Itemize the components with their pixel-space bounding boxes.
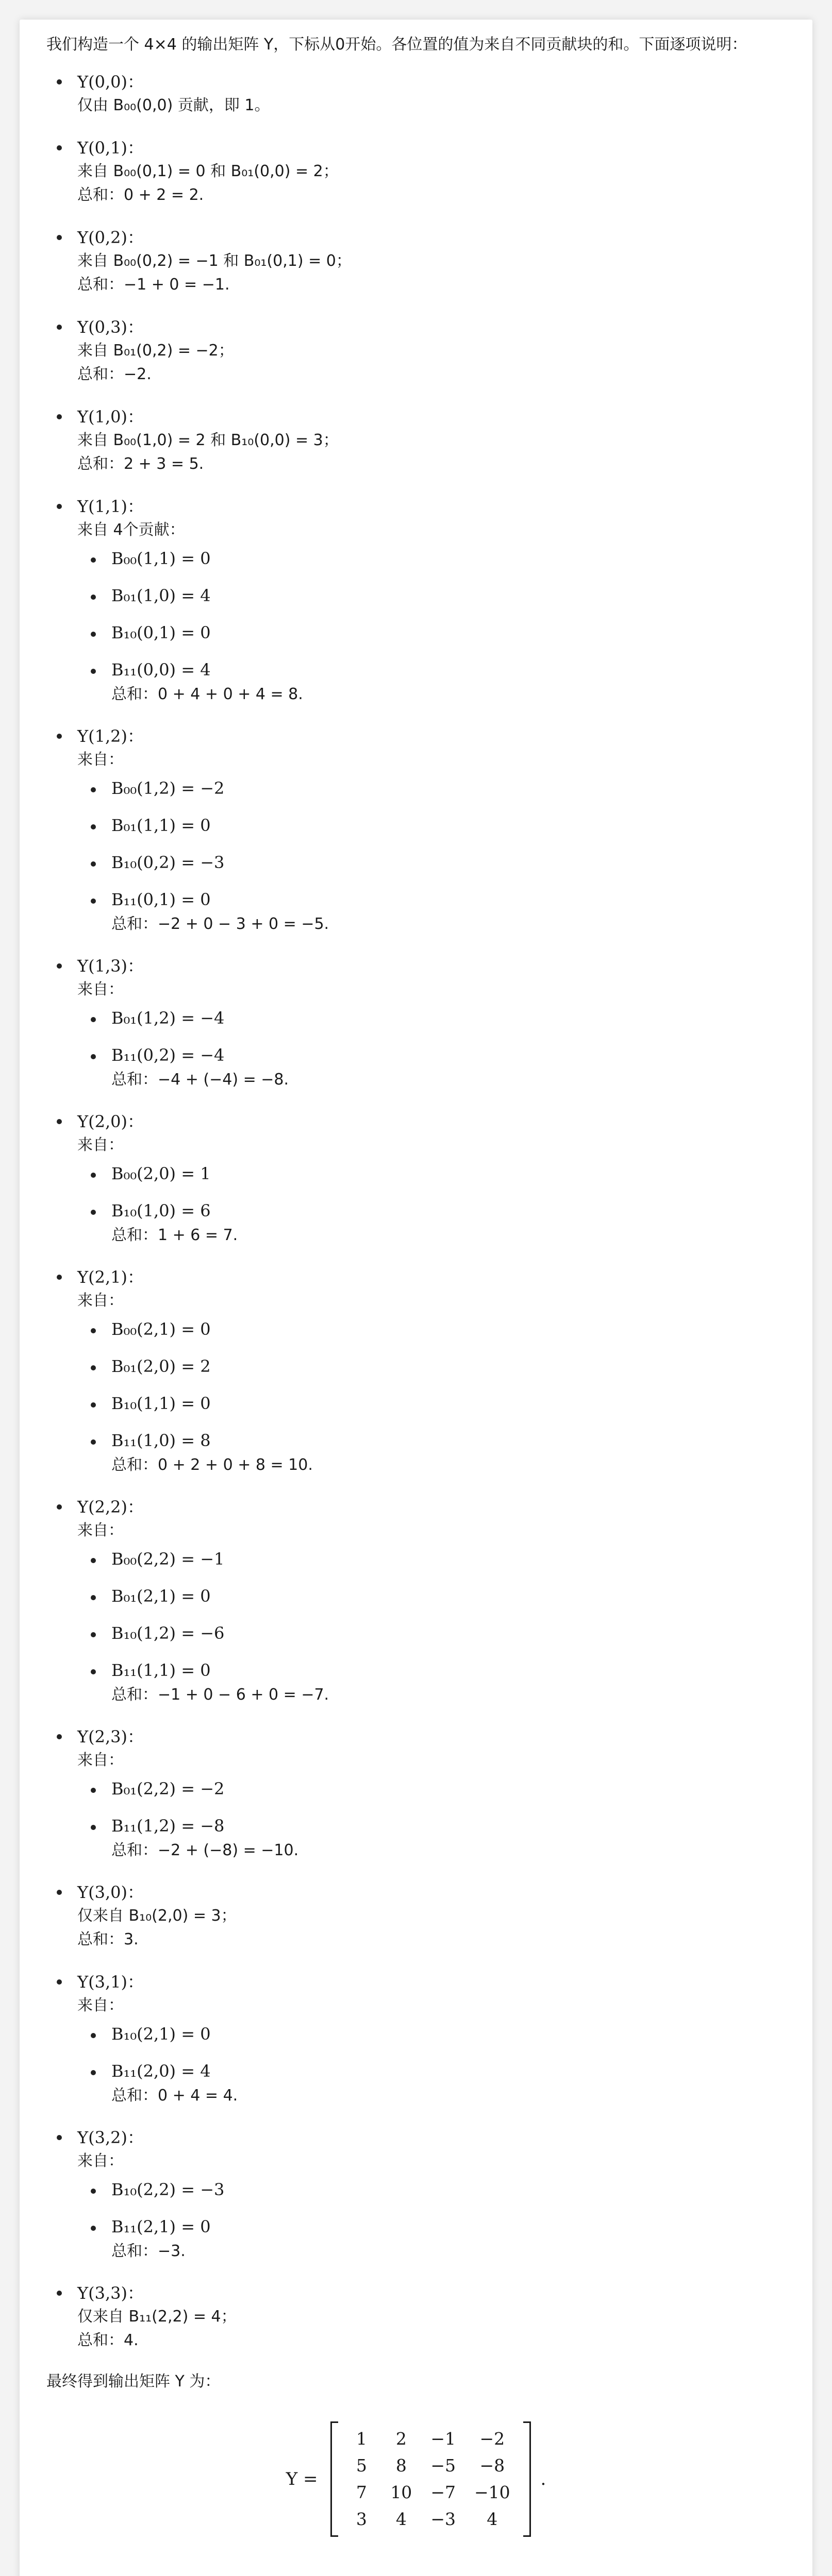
contribution-total: 总和：−4 + (−4) = −8. [111, 1071, 289, 1089]
contribution-item [77, 851, 786, 874]
entry-line: 总和：4. [77, 2331, 139, 2349]
entry-line: 来自： [77, 1292, 124, 1310]
result-matrix [46, 2421, 786, 2537]
contribution-item [77, 1585, 786, 1607]
contribution-value: B₁₁(0,2) = −4 [111, 1045, 225, 1065]
entry-line: 仅由 B₀₀(0,0) 贡献，即 1。 [77, 96, 270, 114]
contribution-list [77, 777, 786, 936]
matrix-period: . [540, 2469, 546, 2489]
contribution-value: B₀₀(2,2) = −1 [111, 1549, 225, 1569]
contribution-item [77, 1777, 786, 1800]
contribution-value: B₁₀(1,1) = 0 [111, 1394, 211, 1413]
contribution-item [77, 777, 786, 800]
matrix-cell: 5 [356, 2455, 367, 2476]
entry-line: 来自： [77, 1751, 124, 1769]
entry-item [46, 405, 786, 476]
entry-item [46, 1880, 786, 1952]
entry-heading: Y(1,1)： [77, 497, 144, 516]
contribution-value: B₁₀(1,0) = 6 [111, 1201, 211, 1221]
matrix-brackets [330, 2421, 530, 2537]
contribution-item [77, 1318, 786, 1341]
contribution-item [77, 547, 786, 570]
entry-item [46, 1110, 786, 1247]
contribution-value: B₁₁(1,2) = −8 [111, 1816, 225, 1836]
contribution-item [77, 1392, 786, 1415]
contribution-item [77, 1815, 786, 1862]
contribution-list [77, 1007, 786, 1091]
entry-heading: Y(0,2)： [77, 228, 144, 247]
entry-item [46, 226, 786, 297]
contribution-value: B₁₀(0,2) = −3 [111, 853, 225, 872]
entry-line: 仅来自 B₁₀(2,0) = 3； [77, 1907, 237, 1925]
entry-line: 来自： [77, 1136, 124, 1154]
matrix-row [342, 2426, 519, 2452]
contribution-value: B₁₁(2,0) = 4 [111, 2061, 211, 2081]
entry-line: 总和：3. [77, 1930, 139, 1948]
matrix-cell: 3 [356, 2509, 367, 2529]
contribution-total: 总和：0 + 4 = 4. [111, 2087, 238, 2105]
answer-card [20, 20, 812, 2576]
entry-line: 来自 B₀₀(0,2) = −1 和 B₀₁(0,1) = 0； [77, 252, 352, 270]
contribution-value: B₁₁(0,1) = 0 [111, 890, 211, 909]
contribution-list [77, 2023, 786, 2107]
contribution-value: B₀₁(1,0) = 4 [111, 586, 211, 605]
entry-item [46, 315, 786, 386]
contribution-value: B₁₁(2,1) = 0 [111, 2217, 211, 2236]
contribution-list [77, 2178, 786, 2263]
entry-heading: Y(1,2)： [77, 726, 144, 746]
entry-line: 来自： [77, 980, 124, 998]
contribution-list [77, 1777, 786, 1862]
contribution-item [77, 1199, 786, 1247]
matrix-cell: −1 [430, 2429, 456, 2449]
entry-list [46, 70, 786, 2352]
contribution-item [77, 584, 786, 607]
entry-item [46, 724, 786, 936]
entry-item [46, 2281, 786, 2352]
contribution-value: B₀₁(1,1) = 0 [111, 816, 211, 835]
entry-line: 总和：2 + 3 = 5. [77, 455, 204, 473]
contribution-value: B₁₁(1,1) = 0 [111, 1660, 211, 1680]
contribution-item [77, 814, 786, 837]
entry-line: 来自 B₀₁(0,2) = −2； [77, 342, 234, 360]
contribution-total: 总和：1 + 6 = 7. [111, 1226, 238, 1244]
contribution-value: B₁₁(1,0) = 8 [111, 1431, 211, 1450]
entry-heading: Y(3,3)： [77, 2283, 144, 2303]
matrix-cell: 4 [395, 2509, 407, 2529]
matrix-row [342, 2452, 519, 2479]
matrix-cell: 7 [356, 2482, 367, 2502]
entry-item [46, 1265, 786, 1477]
entry-line: 来自： [77, 1521, 124, 1539]
contribution-total: 总和：−1 + 0 − 6 + 0 = −7. [111, 1686, 329, 1704]
matrix-cell: 2 [395, 2429, 407, 2449]
contribution-item [77, 1659, 786, 1706]
matrix-row [342, 2479, 519, 2506]
contribution-item [77, 621, 786, 644]
entry-line: 来自 4个贡献： [77, 521, 185, 539]
entry-heading: Y(0,3)： [77, 317, 144, 337]
entry-line: 仅来自 B₁₁(2,2) = 4； [77, 2308, 237, 2326]
intro-text: 我们构造一个 4×4 的输出矩阵 Y，下标从0开始。各位置的值为来自不同贡献块的和。下面逐项说明： [46, 36, 747, 54]
entry-heading: Y(1,3)： [77, 956, 144, 976]
matrix-cell: −8 [479, 2455, 505, 2476]
contribution-value: B₀₀(1,2) = −2 [111, 778, 225, 798]
matrix-cell: −2 [479, 2429, 505, 2449]
contribution-item [77, 1044, 786, 1091]
contribution-item [77, 2060, 786, 2107]
entry-line: 来自： [77, 751, 124, 769]
contribution-value: B₀₀(2,1) = 0 [111, 1319, 211, 1339]
contribution-total: 总和：−2 + 0 − 3 + 0 = −5. [111, 915, 329, 933]
entry-item [46, 1495, 786, 1706]
entry-heading: Y(0,0)： [77, 72, 144, 92]
entry-heading: Y(0,1)： [77, 138, 144, 158]
contribution-total: 总和：0 + 2 + 0 + 8 = 10. [111, 1456, 313, 1474]
contribution-item [77, 1622, 786, 1645]
contribution-value: B₁₁(0,0) = 4 [111, 660, 211, 680]
final-text: 最终得到输出矩阵 Y 为： [46, 2372, 221, 2391]
contribution-list [77, 1548, 786, 1706]
contribution-value: B₀₀(1,1) = 0 [111, 549, 211, 568]
contribution-value: B₀₁(2,1) = 0 [111, 1586, 211, 1606]
contribution-list [77, 1162, 786, 1247]
entry-heading: Y(2,2)： [77, 1497, 144, 1517]
entry-item [46, 954, 786, 1091]
contribution-item [77, 2023, 786, 2045]
entry-heading: Y(2,0)： [77, 1112, 144, 1131]
matrix-table [342, 2426, 519, 2533]
entry-line: 来自： [77, 2152, 124, 2170]
matrix-row [342, 2506, 519, 2533]
matrix-cell: −7 [430, 2482, 456, 2502]
contribution-value: B₁₀(2,2) = −3 [111, 2180, 225, 2199]
contribution-total: 总和：−2 + (−8) = −10. [111, 1841, 299, 1859]
contribution-value: B₀₀(2,0) = 1 [111, 1164, 211, 1183]
contribution-value: B₀₁(2,0) = 2 [111, 1357, 211, 1376]
contribution-item [77, 1162, 786, 1185]
entry-item [46, 495, 786, 706]
entry-line: 来自： [77, 1996, 124, 2014]
entry-heading: Y(1,0)： [77, 407, 144, 427]
entry-heading: Y(3,1)： [77, 1972, 144, 1992]
entry-heading: Y(2,3)： [77, 1727, 144, 1747]
contribution-value: B₀₁(1,2) = −4 [111, 1008, 225, 1028]
entry-heading: Y(3,2)： [77, 2128, 144, 2147]
entry-line: 来自 B₀₀(1,0) = 2 和 B₁₀(0,0) = 3； [77, 431, 339, 449]
contribution-item [77, 1429, 786, 1477]
matrix-cell: −5 [430, 2455, 456, 2476]
contribution-list [77, 1318, 786, 1477]
matrix-cell: 1 [356, 2429, 367, 2449]
matrix-lhs: Y = [286, 2469, 318, 2489]
contribution-item [77, 1007, 786, 1029]
entry-item [46, 1970, 786, 2107]
contribution-item [77, 658, 786, 706]
matrix-cell: 10 [390, 2482, 412, 2502]
entry-item [46, 1725, 786, 1862]
contribution-item [77, 2215, 786, 2263]
entry-heading: Y(3,0)： [77, 1883, 144, 1902]
contribution-total: 总和：0 + 4 + 0 + 4 = 8. [111, 685, 303, 703]
entry-item [46, 70, 786, 117]
contribution-total: 总和：−3. [111, 2242, 186, 2260]
entry-line: 总和：−2. [77, 365, 152, 383]
entry-item [46, 2126, 786, 2263]
matrix-cell: −3 [430, 2509, 456, 2529]
entry-heading: Y(2,1)： [77, 1267, 144, 1287]
entry-line: 来自 B₀₀(0,1) = 0 和 B₀₁(0,0) = 2； [77, 162, 339, 180]
contribution-value: B₁₀(0,1) = 0 [111, 623, 211, 642]
contribution-value: B₁₀(2,1) = 0 [111, 2024, 211, 2044]
contribution-value: B₀₁(2,2) = −2 [111, 1779, 225, 1799]
matrix-cell: 4 [487, 2509, 498, 2529]
matrix-cell: −10 [474, 2482, 510, 2502]
matrix-cell: 8 [395, 2455, 407, 2476]
contribution-value: B₁₀(1,2) = −6 [111, 1623, 225, 1643]
contribution-item [77, 2178, 786, 2201]
contribution-item [77, 888, 786, 936]
contribution-item [77, 1548, 786, 1570]
entry-line: 总和：0 + 2 = 2. [77, 186, 204, 204]
entry-line: 总和：−1 + 0 = −1. [77, 276, 230, 294]
contribution-list [77, 547, 786, 706]
contribution-item [77, 1355, 786, 1378]
entry-item [46, 136, 786, 207]
